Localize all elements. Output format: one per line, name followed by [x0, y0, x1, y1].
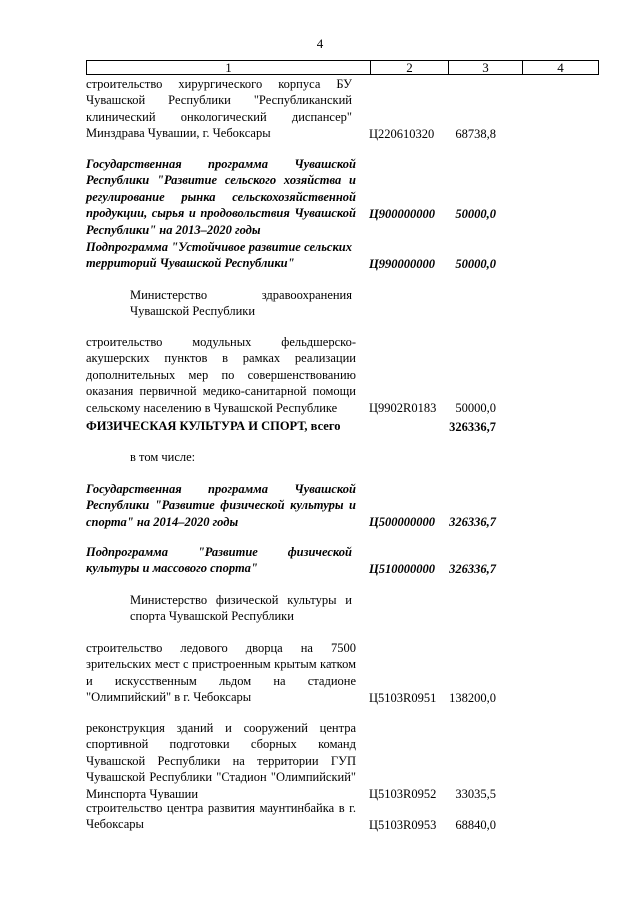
row-description: Министерство здравоохранения Чувашской Республики — [130, 288, 352, 319]
row-description: строительство хирургического корпуса БУ Чувашской Республики "Республиканский клинический онкологический диспансер" Минздрава Чувашии, г. Чебоксары — [86, 77, 352, 141]
row-code: Ц510000000 — [369, 561, 435, 576]
row-description: строительство модульных фельдшерско-акушерских пунктов в рамках реализации дополнительных мер по совершенствованию оказания первичной медико-санитарной помощи сельскому населению в Чувашской Республике — [86, 335, 356, 415]
table-row — [86, 640, 599, 706]
column-header-table — [86, 60, 599, 75]
row-description: Государственная программа Чувашской Республики "Развитие физической культуры и спорта" на 2014–2020 годы — [86, 482, 356, 529]
row-amount: 326336,7 — [449, 561, 496, 576]
row-amount: 50000,0 — [455, 256, 496, 271]
row-amount: 138200,0 — [449, 690, 496, 705]
row-description: Государственная программа Чувашской Республики "Развитие сельского хозяйства и регулирование рынка сельскохозяйственной продукции, сырья и продовольствия Чувашской Республики" на 2013–2020 годы — [86, 157, 356, 237]
row-description: Подпрограмма "Развитие физической культуры и массового спорта" — [86, 545, 352, 576]
row-amount: 326336,7 — [449, 514, 496, 529]
row-code: Ц5103R0951 — [369, 690, 437, 705]
table-row — [86, 449, 599, 466]
page-number: 4 — [316, 36, 324, 51]
row-amount: 326336,7 — [449, 419, 496, 434]
table-row — [86, 481, 599, 530]
column-header-3: 3 — [449, 61, 523, 75]
table-row — [86, 239, 599, 272]
column-header-4: 4 — [523, 61, 599, 75]
table-row — [86, 544, 599, 577]
row-description: реконструкция зданий и сооружений центра спортивной подготовки сборных команд Чувашской Республики на территории ГУП Чувашской Республики "Стадион "Олимпийский" Минспорта Чувашии — [86, 721, 356, 801]
table-row — [86, 334, 599, 416]
row-code: Ц5103R0952 — [369, 786, 437, 801]
row-description: строительство ледового дворца на 7500 зрительских мест с пристроенным крытым катком и искусственным льдом на стадионе "Олимпийский" в г. Чебоксары — [86, 641, 356, 705]
row-description: в том числе: — [130, 450, 196, 464]
row-amount: 50000,0 — [455, 206, 496, 221]
row-description: Подпрограмма "Устойчивое развитие сельских территорий Чувашской Республики" — [86, 240, 352, 271]
row-description: строительство центра развития маунтинбайка в г. Чебоксары — [86, 801, 356, 832]
row-code: Ц500000000 — [369, 514, 435, 529]
row-amount: 50000,0 — [455, 400, 496, 415]
row-amount: 33035,5 — [455, 786, 496, 801]
table-row — [86, 76, 599, 142]
table-row — [86, 287, 599, 320]
table-row — [86, 418, 599, 435]
table-row — [86, 592, 599, 625]
row-code: Ц900000000 — [369, 206, 435, 221]
row-amount: 68738,8 — [455, 126, 496, 141]
column-header-1: 1 — [87, 61, 371, 75]
row-description: ФИЗИЧЕСКАЯ КУЛЬТУРА И СПОРТ, всего — [86, 419, 341, 433]
table-row — [86, 156, 599, 237]
table-row — [86, 800, 599, 833]
row-code: Ц220610320 — [369, 126, 435, 141]
row-code: Ц9902R0183 — [369, 400, 437, 415]
row-description: Министерство физической культуры и спорта Чувашской Республики — [130, 593, 352, 624]
row-amount: 68840,0 — [455, 817, 496, 832]
table-row — [86, 720, 599, 802]
column-header-2: 2 — [371, 61, 449, 75]
row-code: Ц5103R0953 — [369, 817, 437, 832]
row-code: Ц990000000 — [369, 256, 435, 271]
